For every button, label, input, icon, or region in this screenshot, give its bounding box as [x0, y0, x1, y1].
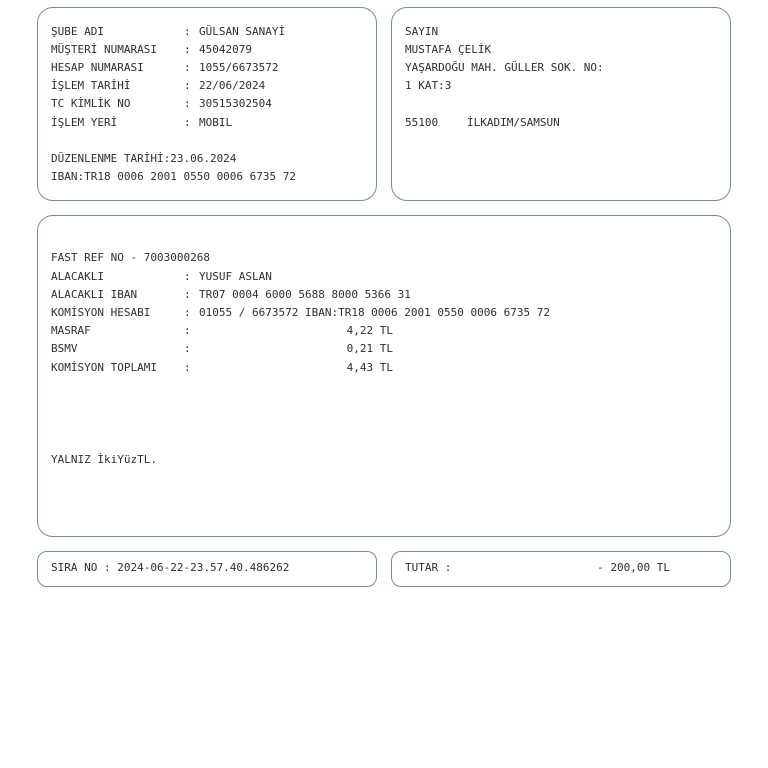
transaction-place-label: İŞLEM YERİ [51, 116, 118, 129]
national-id-value: 30515302504 [199, 97, 272, 110]
salutation: SAYIN [405, 25, 439, 38]
creditor-iban-value: TR07 0004 6000 5688 8000 5366 31 [199, 288, 411, 301]
fast-ref-number: FAST REF NO - 7003000268 [51, 251, 210, 264]
commission-account-label: KOMİSYON HESABI [51, 306, 151, 319]
transfer-details-box [37, 215, 731, 537]
total-label: TUTAR : [405, 561, 452, 574]
creditor-iban-label: ALACAKLI IBAN [51, 288, 138, 301]
recipient-box [391, 7, 731, 201]
branch-name-label: ŞUBE ADI [51, 25, 104, 38]
customer-number-label: MÜŞTERİ NUMARASI [51, 43, 157, 56]
creditor-value: YUSUF ASLAN [199, 270, 272, 283]
account-number-label: HESAP NUMARASI [51, 61, 144, 74]
fee-label-bsmv: BSMV [51, 342, 78, 355]
customer-number-value: 45042079 [199, 43, 252, 56]
fee-amount-expense: 4,22 TL [346, 324, 393, 337]
postal-code: 55100 [405, 116, 439, 129]
amount-in-words: YALNIZ İkiYüzTL. [51, 453, 157, 466]
separator: : [184, 361, 191, 374]
fee-amount-commission-total: 4,43 TL [346, 361, 393, 374]
fee-label-commission-total: KOMİSYON TOPLAMI [51, 361, 157, 374]
separator: : [184, 306, 191, 319]
city: İLKADIM/SAMSUN [467, 116, 560, 129]
separator: : [184, 61, 191, 74]
separator: : [184, 79, 191, 92]
branch-name-value: GÜLSAN SANAYİ [199, 25, 286, 38]
recipient-name: MUSTAFA ÇELİK [405, 43, 492, 56]
separator: : [184, 97, 191, 110]
separator: : [184, 25, 191, 38]
fee-label-expense: MASRAF [51, 324, 91, 337]
transaction-date-value: 22/06/2024 [199, 79, 266, 92]
address-line-1: YAŞARDOĞU MAH. GÜLLER SOK. NO: [405, 61, 604, 74]
sequence-box [37, 551, 377, 587]
total-amount: - 200,00 TL [597, 561, 670, 574]
separator: : [184, 270, 191, 283]
address-line-2: 1 KAT:3 [405, 79, 452, 92]
account-number-value: 1055/6673572 [199, 61, 279, 74]
commission-account-value: 01055 / 6673572 IBAN:TR18 0006 2001 0550 0006 6735 72 [199, 306, 550, 319]
issue-date: DÜZENLENME TARİHİ:23.06.2024 [51, 152, 237, 165]
separator: : [184, 116, 191, 129]
transaction-place-value: MOBIL [199, 116, 233, 129]
separator: : [184, 342, 191, 355]
creditor-label: ALACAKLI [51, 270, 104, 283]
transaction-date-label: İŞLEM TARİHİ [51, 79, 131, 92]
account-iban: IBAN:TR18 0006 2001 0550 0006 6735 72 [51, 170, 297, 183]
separator: : [184, 324, 191, 337]
sequence-number: SIRA NO : 2024-06-22-23.57.40.486262 [51, 561, 290, 574]
national-id-label: TC KİMLİK NO [51, 97, 131, 110]
separator: : [184, 288, 191, 301]
account-info-box [37, 7, 377, 201]
separator: : [184, 43, 191, 56]
total-box [391, 551, 731, 587]
fee-amount-bsmv: 0,21 TL [346, 342, 393, 355]
